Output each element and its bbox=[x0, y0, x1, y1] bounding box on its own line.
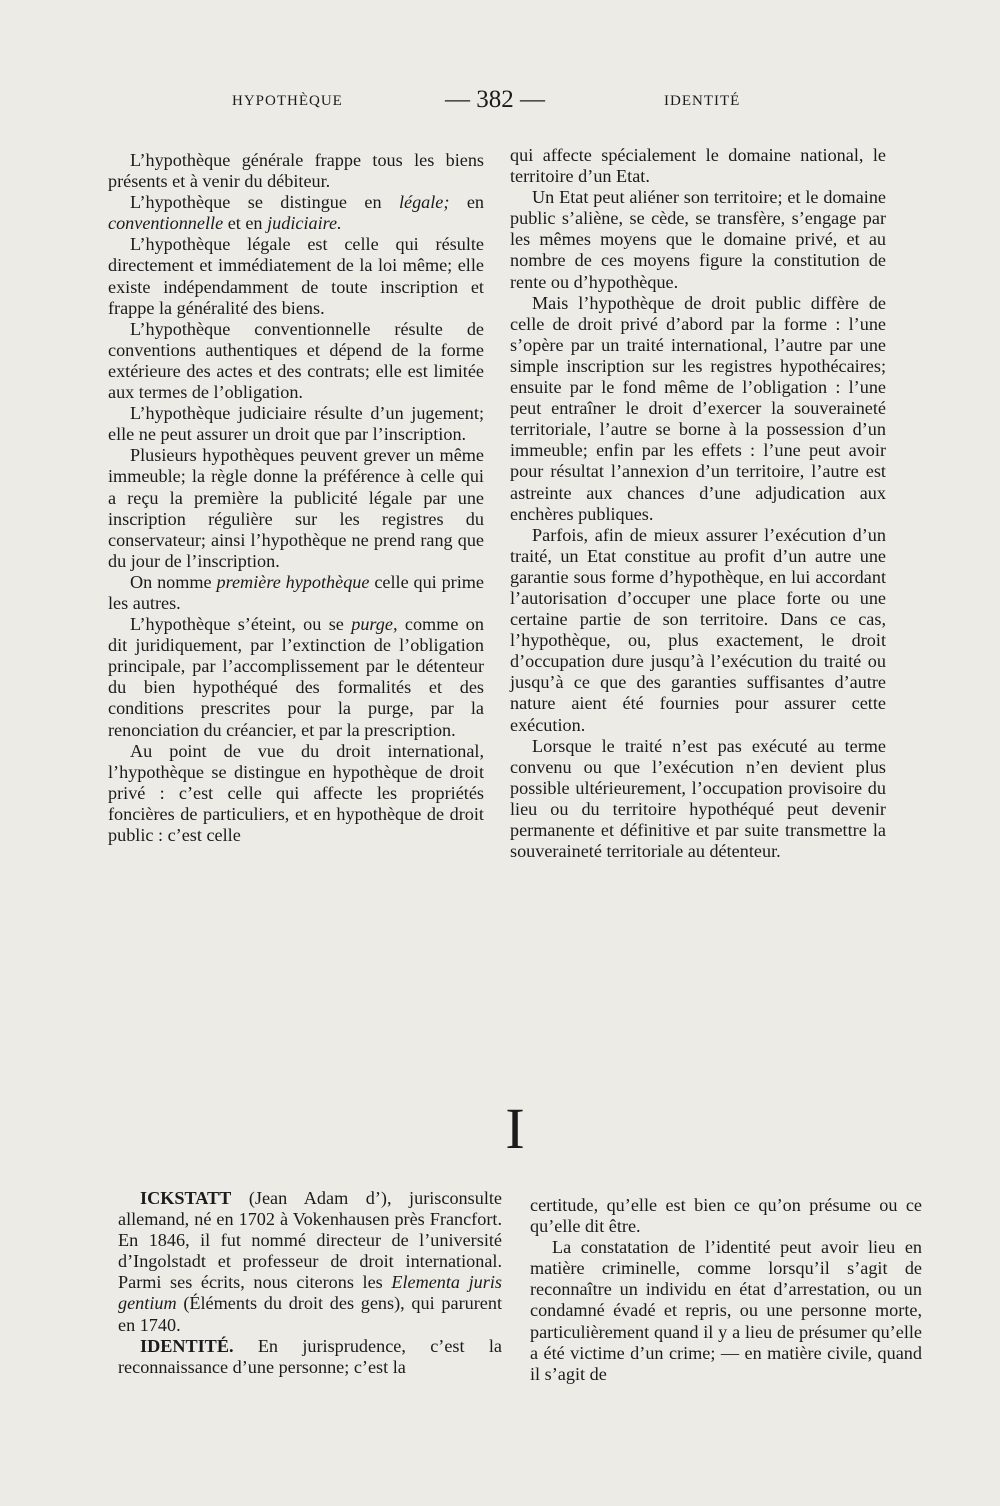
paragraph: La constatation de l’identité peut avoir lieu en matière criminelle, comme lorsqu’il s’agit de reconnaître un individu en état d’arrestation, ou un condamné évadé et repris, ou une personne morte, particulièrement quand il y a lieu de présumer qu’elle a été victime d’un crime; — en matière civile, quand il s’agit de bbox=[530, 1237, 922, 1384]
paragraph: L’hypothèque se distingue en légale; en conventionnelle et en judiciaire. bbox=[108, 192, 484, 234]
paragraph: qui affecte spécialement le domaine national, le territoire d’un Etat. bbox=[510, 145, 886, 187]
paragraph: Plusieurs hypothèques peuvent grever un même immeuble; la règle donne la préférence à celle qui a reçu la première la publicité légale par une inscription régulière sur les registres du conservateur; ainsi l’hypothèque ne prend rang que du jour de l’inscription. bbox=[108, 445, 484, 571]
entry-identite: IDENTITÉ. En jurisprudence, c’est la reconnaissance d’une personne; c’est la bbox=[118, 1335, 502, 1377]
paragraph: L’hypothèque conventionnelle résulte de conventions authentiques et dépend de la forme extérieure des actes et des contrats; elle est limitée aux termes de l’obligation. bbox=[108, 318, 484, 403]
entry-ickstatt: ICKSTATT (Jean Adam d’), jurisconsulte allemand, né en 1702 à Vokenhausen près Francfort. En 1846, il fut nommé directeur de l’université d’Ingolstadt et professeur de droit international. Parmi ses écrits, nous citerons les Elementa juris gentium (Éléments du droit des gens), qui parurent en 1740. bbox=[118, 1188, 502, 1335]
column-right bbox=[510, 145, 886, 862]
paragraph: L’hypothèque judiciaire résulte d’un jugement; elle ne peut assurer un droit que par l’inscription. bbox=[108, 403, 484, 445]
paragraph: L’hypothèque générale frappe tous les biens présents et à venir du débiteur. bbox=[108, 150, 484, 192]
paragraph: certitude, qu’elle est bien ce qu’on présume ou ce qu’elle dit être. bbox=[530, 1195, 922, 1237]
running-head-left: HYPOTHÈQUE bbox=[232, 93, 343, 109]
paragraph: Lorsque le traité n’est pas exécuté au terme convenu ou que l’exécution n’en devient plus possible ultérieurement, l’occupation provisoire du lieu ou du territoire hypothéqué peut devenir permanente et définitive et par suite transmettre la souveraineté territoriale au détenteur. bbox=[510, 735, 886, 862]
paragraph: On nomme première hypothèque celle qui prime les autres. bbox=[108, 571, 484, 613]
paragraph: L’hypothèque légale est celle qui résulte directement et immédiatement de la loi même; elle existe indépendamment de toute inscription et frappe la généralité des biens. bbox=[108, 234, 484, 318]
page-number: — 382 — bbox=[445, 86, 545, 113]
running-head-right: IDENTITÉ bbox=[664, 93, 741, 109]
column-left bbox=[108, 150, 484, 846]
paragraph: Parfois, afin de mieux assurer l’exécution d’un traité, un Etat constitue au profit d’un autre une garantie sous forme d’hypothèque, en lui accordant l’autorisation d’occuper une place forte ou une certaine partie de son territoire. Dans ce cas, l’hypothèque, ou, plus exactement, le droit d’occupation dure jusqu’à l’exécution du traité ou jusqu’à ce que des garanties suffisantes d’autre nature aient été fournies pour assurer cette exécution. bbox=[510, 524, 886, 735]
paragraph: Mais l’hypothèque de droit public diffère de celle de droit privé d’abord par la forme : l’une s’opère par un traité international, l’autre par une simple inscription sur les registres hypothécaires; ensuite par le fond même de l’obligation : l’une peut entraîner le droit d’exercer la souveraineté territoriale, l’autre se borne à la possession d’un immeuble; enfin par les effets : l’une peut avoir pour résultat l’annexion d’un territoire, l’autre est astreinte aux chances d’une adjudication aux enchères publiques. bbox=[510, 292, 886, 524]
column-left-bottom bbox=[118, 1188, 502, 1378]
column-right-bottom bbox=[530, 1195, 922, 1385]
paragraph: Un Etat peut aliéner son territoire; et le domaine public s’aliène, se cède, se transfère, s’engage par les mêmes moyens que le domaine privé, et au nombre de ces moyens figure la constitution de rente ou d’hypothèque. bbox=[510, 187, 886, 292]
paragraph: L’hypothèque s’éteint, ou se purge, comme on dit juridiquement, par l’extinction de l’obligation principale, par l’accomplissement par le détenteur du bien hypothéqué des formalités et des conditions prescrites pour la purge, par la renonciation du créancier, et par la prescription. bbox=[108, 614, 484, 740]
paragraph: Au point de vue du droit international, l’hypothèque se distingue en hypothèque de droit privé : c’est celle qui affecte les propriétés foncières de particuliers, et en hypothèque de droit public : c’est celle bbox=[108, 740, 484, 845]
section-letter: I bbox=[505, 1096, 525, 1161]
